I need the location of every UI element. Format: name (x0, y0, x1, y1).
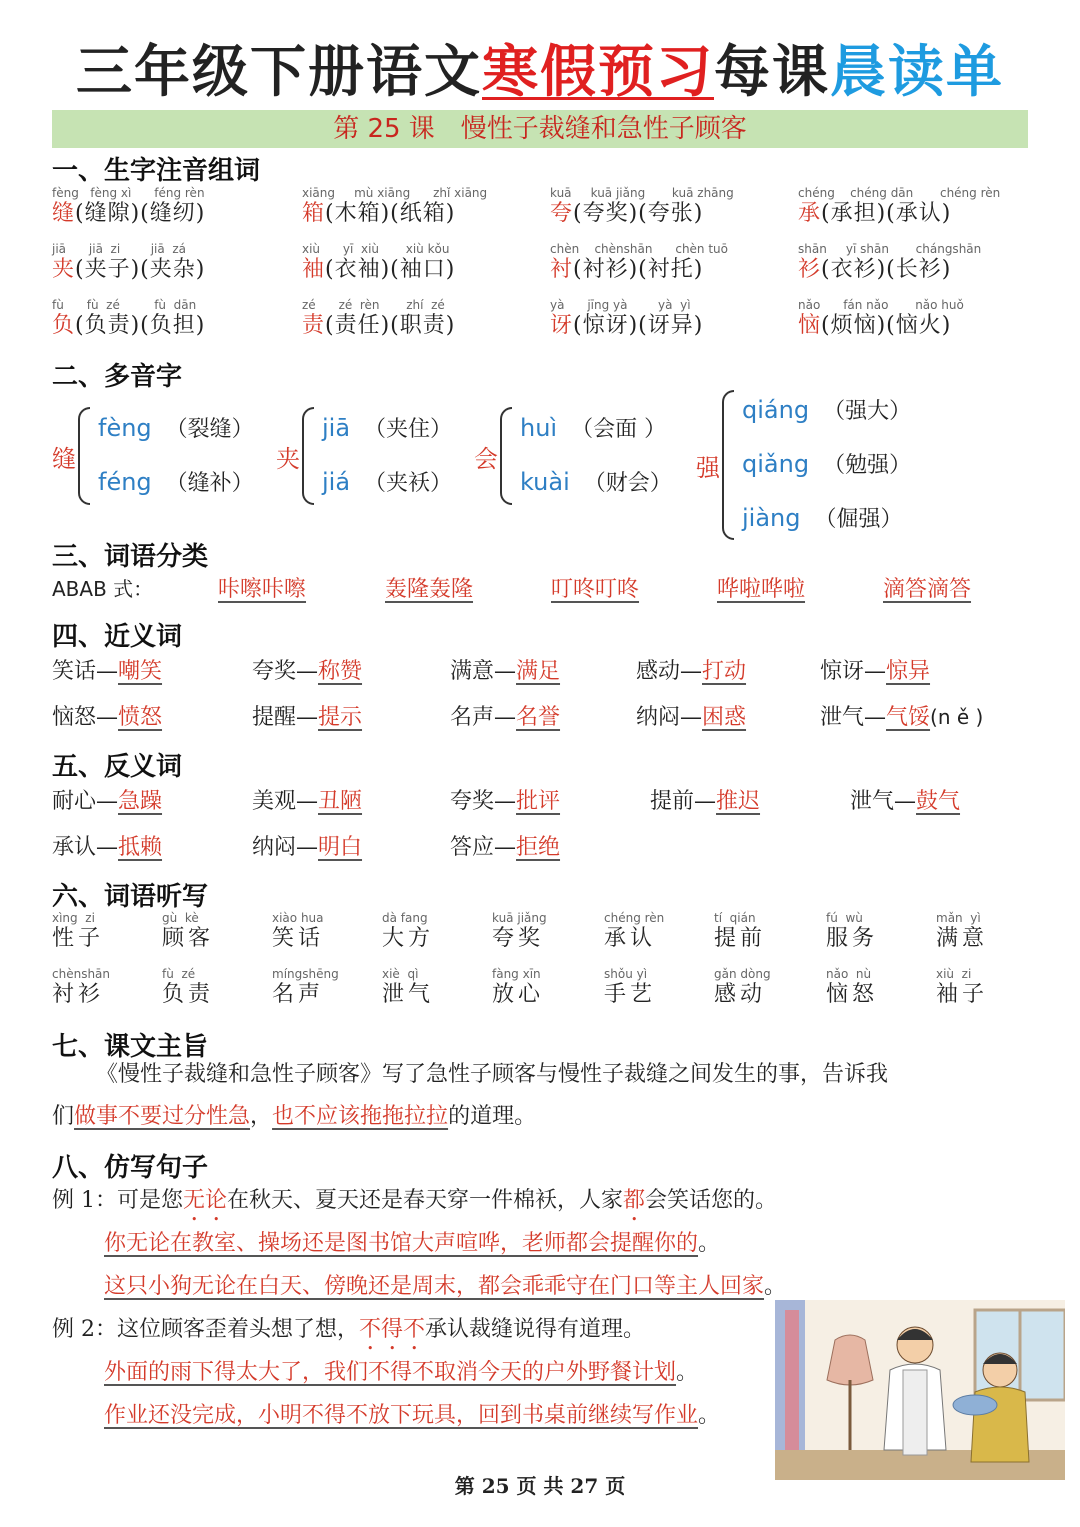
base-word: 泄气— (850, 789, 917, 814)
pinyin-line: xiù yī xiù xiù kǒu (302, 242, 450, 256)
base-word: 提醒— (252, 705, 319, 730)
answer-word: 打动 (702, 659, 747, 684)
dictation-word (604, 911, 664, 953)
answer-word: 拒绝 (516, 835, 561, 860)
base-word: 惊讶— (820, 659, 887, 684)
pinyin-line: dà fang (382, 911, 428, 925)
example-1 (52, 1183, 777, 1226)
example-word: （勉强） (823, 453, 912, 478)
title-part1: 三年级下册语文 (76, 40, 482, 105)
ex-keyword: 无论 (183, 1188, 228, 1213)
character-words (52, 256, 205, 284)
pinyin-line: chéng rèn (604, 911, 665, 925)
tailor-illustration (775, 1300, 1065, 1480)
character-words (798, 256, 981, 284)
pinyin: jiā (322, 414, 351, 442)
pinyin-line: xìng zi (52, 911, 95, 925)
abab-word: 滴答滴答 (883, 577, 972, 602)
example-word: （倔强） (814, 507, 903, 532)
answer-word: 推迟 (716, 789, 761, 814)
section-4-heading: 四、近义词 (52, 622, 183, 652)
example-word: （夹袄） (364, 471, 453, 496)
ex-keyword: 都 (623, 1188, 646, 1213)
pinyin-line: tí qián (714, 911, 756, 925)
reading-row (520, 456, 672, 510)
pinyin: qiǎng (742, 450, 810, 478)
base-word: 恼怒— (52, 705, 119, 730)
theme-paragraph-2 (52, 1096, 1028, 1138)
pinyin-line: nǎo nù (826, 967, 872, 981)
word-group: (夹子)(夹杂) (75, 257, 206, 282)
polyphone-character: 强 (696, 453, 720, 482)
word-group: (责任)(职责) (325, 313, 456, 338)
pinyin-line: jiā jiā zi jiā zá (52, 242, 187, 256)
character-words (798, 200, 1000, 228)
pinyin-line: xiāng mù xiāng zhǐ xiāng (302, 186, 488, 200)
section-3-heading: 三、词语分类 (52, 542, 209, 572)
word: 提前 (714, 926, 767, 951)
polyphone-group (52, 402, 254, 510)
target-character: 承 (798, 201, 822, 226)
answer-word: 满足 (516, 659, 561, 684)
reading-row (322, 402, 452, 456)
brace-icon (78, 407, 90, 505)
section-8-heading: 八、仿写句子 (52, 1153, 209, 1183)
lesson-title: 第 25 课 慢性子裁缝和急性子顾客 (52, 110, 1028, 148)
answer-text: 这只小狗无论在白天、傍晚还是周末，都会乖乖守在门口等主人回家 (104, 1274, 765, 1299)
pinyin-line: fú wù (826, 911, 863, 925)
pinyin-line: nǎo fán nǎo nǎo huǒ (798, 298, 964, 312)
theme-text: 的道理。 (448, 1104, 537, 1129)
base-word: 纳闷— (252, 835, 319, 860)
word-pair (636, 654, 746, 685)
example-word: （缝补） (165, 471, 254, 496)
answer-2a (104, 1355, 698, 1386)
word-pair (52, 784, 162, 815)
ex-text: 例 1：可是您 (52, 1188, 183, 1213)
answer-1b (104, 1269, 786, 1300)
answer-period: 。 (698, 1403, 721, 1428)
section-2-heading: 二、多音字 (52, 362, 183, 392)
reading-list (742, 384, 911, 546)
pinyin-line: zé zé rèn zhí zé (302, 298, 445, 312)
character-entry (302, 298, 455, 340)
answer-word: 急躁 (118, 789, 163, 814)
character-entry (550, 298, 703, 340)
base-word: 耐心— (52, 789, 119, 814)
word-group: (衬衫)(衬托) (573, 257, 704, 282)
answer-text: 外面的雨下得太大了，我们不得不取消今天的户外野餐计划 (104, 1360, 677, 1385)
title-part2: 寒假预习 (482, 40, 714, 105)
character-entry (798, 298, 964, 340)
word-group: (烦恼)(恼火) (821, 313, 952, 338)
word-group: (承担)(承认) (821, 201, 952, 226)
target-character: 夹 (52, 257, 76, 282)
word: 满意 (936, 926, 989, 951)
reading-row (322, 456, 452, 510)
pinyin: kuài (520, 468, 570, 496)
example-word: （强大） (823, 399, 912, 424)
answer-text: 作业还没完成，小明不得不放下玩具，回到书桌前继续写作业 (104, 1403, 699, 1428)
answer-1a (104, 1226, 720, 1257)
base-word: 名声— (450, 705, 517, 730)
pinyin-line: fù zé (162, 967, 196, 981)
reading-row (742, 384, 911, 438)
word-pair (450, 654, 560, 685)
word-group: (负责)(负担) (75, 313, 206, 338)
word: 手艺 (604, 982, 657, 1007)
target-character: 恼 (798, 313, 822, 338)
answer-word: 名誉 (516, 705, 561, 730)
pinyin-line: gù kè (162, 911, 199, 925)
pinyin-note: (n ě ) (930, 705, 984, 729)
target-character: 衫 (798, 257, 822, 282)
word: 性子 (52, 926, 105, 951)
reading-row (98, 402, 254, 456)
word: 袖子 (936, 982, 989, 1007)
word-group: (缝隙)(缝纫) (75, 201, 206, 226)
reading-list (98, 402, 254, 510)
character-entry (52, 242, 205, 284)
target-character: 衬 (550, 257, 574, 282)
base-word: 提前— (650, 789, 717, 814)
dictation-word (382, 911, 434, 953)
reading-list (322, 402, 452, 510)
answer-word: 气馁 (886, 705, 931, 730)
dictation-word (52, 967, 110, 1009)
reading-list (520, 402, 672, 510)
answer-word: 愤怒 (118, 705, 163, 730)
target-character: 负 (52, 313, 76, 338)
word: 服务 (826, 926, 879, 951)
answer-word: 抵赖 (118, 835, 163, 860)
word-pair (450, 700, 560, 731)
character-words (550, 200, 734, 228)
dictation-word (162, 911, 214, 953)
answer-word: 嘲笑 (118, 659, 163, 684)
target-character: 讶 (550, 313, 574, 338)
dictation-word (492, 967, 544, 1009)
pinyin-line: gǎn dòng (714, 967, 771, 981)
base-word: 纳闷— (636, 705, 703, 730)
character-entry (52, 186, 205, 228)
abab-word: 叮咚叮咚 (551, 577, 640, 602)
dictation-word (272, 967, 339, 1009)
word-pair (650, 784, 760, 815)
dictation-word (936, 911, 988, 953)
pinyin-line: fèng fèng xì féng rèn (52, 186, 205, 200)
pinyin-line: kuā jiǎng (492, 911, 547, 925)
character-entry (52, 298, 205, 340)
pinyin: jiàng (742, 504, 801, 532)
word: 恼怒 (826, 982, 879, 1007)
word-pair (252, 784, 362, 815)
word-pair (52, 830, 162, 861)
dictation-word (604, 967, 656, 1009)
pinyin: fèng (98, 414, 152, 442)
word: 泄气 (382, 982, 435, 1007)
word-pair (850, 784, 960, 815)
pinyin-line: xiào hua (272, 911, 324, 925)
polyphone-group (696, 384, 911, 546)
word-pair (636, 700, 746, 731)
section-6-heading: 六、词语听写 (52, 882, 209, 912)
example-word: （财会） (583, 471, 672, 496)
character-entry (798, 242, 981, 284)
dictation-word (272, 911, 324, 953)
word: 感动 (714, 982, 767, 1007)
word-pair (52, 700, 162, 731)
target-character: 箱 (302, 201, 326, 226)
word-pair (450, 830, 560, 861)
example-word: （会面 ） (571, 417, 667, 442)
character-words (302, 200, 487, 228)
answer-word: 称赞 (318, 659, 363, 684)
answer-period: 。 (764, 1274, 787, 1299)
word-group: (衣衫)(长衫) (821, 257, 952, 282)
abab-word: 轰隆轰隆 (385, 577, 474, 602)
reading-row (520, 402, 672, 456)
pinyin-line: yà jīng yà yà yì (550, 298, 691, 312)
dictation-word (936, 967, 988, 1009)
word: 顾客 (162, 926, 215, 951)
answer-word: 提示 (318, 705, 363, 730)
word-pair (252, 654, 362, 685)
pinyin-line: fù fù zé fù dān (52, 298, 197, 312)
answer-period: 。 (698, 1231, 721, 1256)
character-entry (302, 186, 487, 228)
reading-row (98, 456, 254, 510)
dictation-word (52, 911, 104, 953)
character-words (550, 256, 728, 284)
word-pair (450, 784, 560, 815)
word: 衬衫 (52, 982, 105, 1007)
ex-text: 会笑话您的。 (645, 1188, 778, 1213)
page-title (0, 28, 1080, 108)
character-entry (302, 242, 455, 284)
character-words (302, 256, 455, 284)
word-pair (820, 700, 983, 731)
theme-text: 们 (52, 1104, 75, 1129)
word-pair (252, 700, 362, 731)
word-pair (820, 654, 930, 685)
base-word: 笑话— (52, 659, 119, 684)
pinyin-line: chèn chènshān chèn tuō (550, 242, 729, 256)
character-entry (798, 186, 1000, 228)
target-character: 缝 (52, 201, 76, 226)
answer-period: 。 (676, 1360, 699, 1385)
page-footer: 第 25 页 共 27 页 (454, 1474, 626, 1498)
answer-2b (104, 1398, 720, 1429)
target-character: 夸 (550, 201, 574, 226)
answer-text: 你无论在教室、操场还是图书馆大声喧哗，老师都会提醒你的 (104, 1231, 699, 1256)
brace-icon (302, 407, 314, 505)
example-word: （夹住） (364, 417, 453, 442)
polyphone-group (474, 402, 672, 510)
theme-text: ， (250, 1104, 273, 1129)
polyphone-character: 夹 (276, 444, 300, 473)
word-group: (惊讶)(讶异) (573, 313, 704, 338)
character-words (302, 312, 455, 340)
reading-row (742, 492, 911, 546)
abab-word: 咔嚓咔嚓 (218, 577, 307, 602)
pinyin: huì (520, 414, 558, 442)
base-word: 夸奖— (450, 789, 517, 814)
word-pair (252, 830, 362, 861)
word: 承认 (604, 926, 657, 951)
word: 名声 (272, 982, 325, 1007)
base-word: 感动— (636, 659, 703, 684)
pinyin: jiá (322, 468, 351, 496)
dictation-word (826, 967, 878, 1009)
pinyin: féng (98, 468, 152, 496)
character-words (52, 312, 205, 340)
pinyin-line: mǎn yì (936, 911, 981, 925)
polyphone-character: 缝 (52, 444, 76, 473)
pinyin-line: fàng xīn (492, 967, 541, 981)
abab-word: 哗啦哗啦 (717, 577, 806, 602)
base-word: 满意— (450, 659, 517, 684)
base-word: 美观— (252, 789, 319, 814)
target-character: 袖 (302, 257, 326, 282)
word-group: (衣袖)(袖口) (325, 257, 456, 282)
answer-word: 鼓气 (916, 789, 961, 814)
answer-word: 惊异 (886, 659, 931, 684)
character-words (550, 312, 703, 340)
pinyin-line: chéng chéng dān chéng rèn (798, 186, 1001, 200)
answer-word: 困惑 (702, 705, 747, 730)
character-words (798, 312, 964, 340)
answer-word: 批评 (516, 789, 561, 814)
word: 夸奖 (492, 926, 545, 951)
ex-keyword: 不得不 (359, 1317, 426, 1342)
pinyin-line: shǒu yì (604, 967, 648, 981)
brace-icon (722, 390, 734, 540)
example-word: （裂缝） (165, 417, 254, 442)
reading-row (742, 438, 911, 492)
polyphone-group (276, 402, 452, 510)
ex-text: 在秋天、夏天还是春天穿一件棉袄，人家 (227, 1188, 624, 1213)
word-group: (夸奖)(夸张) (573, 201, 704, 226)
pinyin-line: shān yī shān chángshān (798, 242, 982, 256)
dictation-word (382, 967, 434, 1009)
dictation-word (714, 967, 771, 1009)
character-words (52, 200, 205, 228)
section-1-heading: 一、生字注音组词 (52, 156, 261, 186)
word: 放心 (492, 982, 545, 1007)
pinyin-line: kuā kuā jiǎng kuā zhāng (550, 186, 734, 200)
character-entry (550, 186, 734, 228)
pinyin: qiáng (742, 396, 810, 424)
pinyin-line: míngshēng (272, 967, 339, 981)
pinyin-line: xiè qì (382, 967, 419, 981)
word-pair (52, 654, 162, 685)
word: 大方 (382, 926, 435, 951)
theme-answer-1: 做事不要过分性急 (74, 1104, 251, 1129)
brace-icon (500, 407, 512, 505)
example-2 (52, 1312, 645, 1355)
dictation-word (714, 911, 766, 953)
base-word: 泄气— (820, 705, 887, 730)
polyphone-character: 会 (474, 444, 498, 473)
pinyin-line: chènshān (52, 967, 111, 981)
title-part4: 晨读单 (830, 40, 1004, 105)
character-entry (550, 242, 728, 284)
answer-word: 丑陋 (318, 789, 363, 814)
ex-text: 例 2：这位顾客歪着头想了想， (52, 1317, 359, 1342)
dictation-word (162, 967, 214, 1009)
section-5-heading: 五、反义词 (52, 752, 183, 782)
theme-paragraph-1: 《慢性子裁缝和急性子顾客》写了急性子顾客与慢性子裁缝之间发生的事，告诉我 (96, 1062, 889, 1087)
target-character: 责 (302, 313, 326, 338)
ex-text: 承认裁缝说得有道理。 (425, 1317, 646, 1342)
base-word: 答应— (450, 835, 517, 860)
word: 笑话 (272, 926, 325, 951)
abab-label: ABAB 式： (52, 577, 154, 601)
section-7-heading: 七、课文主旨 (52, 1032, 209, 1062)
word-group: (木箱)(纸箱) (325, 201, 456, 226)
pinyin-line: xiù zi (936, 967, 972, 981)
answer-word: 明白 (318, 835, 363, 860)
word: 负责 (162, 982, 215, 1007)
base-word: 承认— (52, 835, 119, 860)
theme-answer-2: 也不应该拖拖拉拉 (272, 1104, 449, 1129)
title-part3: 每课 (714, 40, 830, 105)
base-word: 夸奖— (252, 659, 319, 684)
dictation-word (492, 911, 547, 953)
dictation-word (826, 911, 878, 953)
